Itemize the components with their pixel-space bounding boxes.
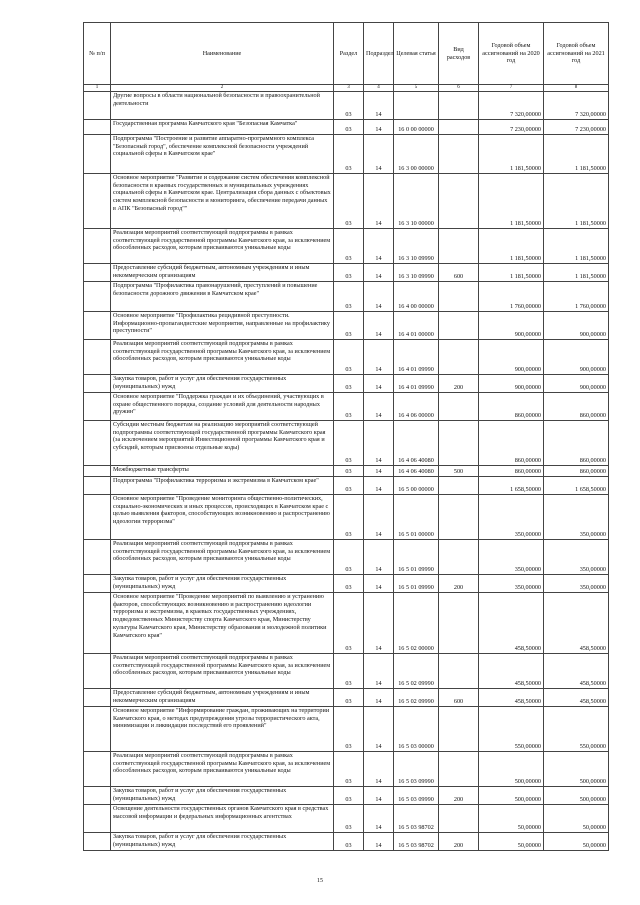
row-expense-type-cell: 200 — [439, 575, 479, 593]
row-target-article-cell: 16 5 03 09990 — [394, 787, 439, 805]
row-name-cell: Основное мероприятие "Развитие и содержание систем обеспечения комплексной безопасности в краевых государственных и муниципальных учреждениях социальной сферы в Камчатском крае. Централизация сбора данных с объектовых систем комплексной безопасности и мониторинга, обеспечение передачи данных в АПК "Безопасный город"" — [111, 174, 334, 229]
table-row — [84, 393, 609, 421]
row-number-cell — [84, 495, 111, 540]
row-podrazdel-cell: 14 — [364, 340, 394, 375]
row-podrazdel-cell: 14 — [364, 575, 394, 593]
row-number-cell — [84, 312, 111, 340]
row-podrazdel-cell: 14 — [364, 477, 394, 495]
row-amount-2021-cell: 900,00000 — [544, 340, 609, 375]
row-amount-2021-cell: 458,50000 — [544, 593, 609, 654]
table-row — [84, 135, 609, 174]
row-target-article-cell: 16 5 02 00000 — [394, 593, 439, 654]
row-expense-type-cell — [439, 593, 479, 654]
page-number: 15 — [317, 878, 323, 884]
table-row — [84, 593, 609, 654]
row-podrazdel-cell: 14 — [364, 805, 394, 833]
header-cell-target-article: Целевая статья — [394, 23, 439, 85]
row-name-cell: Предоставление субсидий бюджетным, автономным учреждениям и иным некоммерческим организациям — [111, 689, 334, 707]
row-number-cell — [84, 752, 111, 787]
row-number-cell — [84, 282, 111, 312]
row-target-article-cell: 16 4 01 00000 — [394, 312, 439, 340]
table-row — [84, 282, 609, 312]
row-amount-2021-cell: 1 760,00000 — [544, 282, 609, 312]
row-amount-2021-cell: 860,00000 — [544, 421, 609, 466]
column-number: 3 — [334, 85, 364, 92]
row-number-cell — [84, 340, 111, 375]
table-body — [84, 92, 609, 851]
row-name-cell: Основное мероприятие "Информирование граждан, проживающих на территории Камчатского края, о методах предупреждения угрозы террористического акта, минимизации и ликвидации последствий его проявлений" — [111, 707, 334, 752]
row-expense-type-cell — [439, 707, 479, 752]
row-target-article-cell: 16 5 01 00000 — [394, 495, 439, 540]
row-amount-2020-cell: 860,00000 — [479, 421, 544, 466]
row-amount-2020-cell: 350,00000 — [479, 495, 544, 540]
row-podrazdel-cell: 14 — [364, 787, 394, 805]
row-name-cell: Основное мероприятие "Профилактика рецидивной преступности. Информационно-пропагандистские мероприятия, направленные на профилактику преступности" — [111, 312, 334, 340]
row-name-cell: Основное мероприятие "Поддержка граждан и их объединений, участвующих в охране общественного порядка, создание условий для деятельности народных дружин" — [111, 393, 334, 421]
row-amount-2020-cell: 458,50000 — [479, 689, 544, 707]
row-target-article-cell: 16 5 01 09990 — [394, 575, 439, 593]
row-razdel-cell: 03 — [334, 805, 364, 833]
row-number-cell — [84, 174, 111, 229]
row-amount-2021-cell: 50,00000 — [544, 805, 609, 833]
table-row — [84, 466, 609, 477]
row-name-cell: Предоставление субсидий бюджетным, автономным учреждениям и иным некоммерческим организациям — [111, 264, 334, 282]
table-row — [84, 421, 609, 466]
row-target-article-cell: 16 4 06 40080 — [394, 466, 439, 477]
row-target-article-cell: 16 4 06 40080 — [394, 421, 439, 466]
row-podrazdel-cell: 14 — [364, 92, 394, 120]
row-amount-2021-cell: 860,00000 — [544, 393, 609, 421]
row-amount-2021-cell: 350,00000 — [544, 575, 609, 593]
row-amount-2021-cell: 550,00000 — [544, 707, 609, 752]
row-razdel-cell: 03 — [334, 654, 364, 689]
row-amount-2020-cell: 50,00000 — [479, 833, 544, 851]
row-amount-2021-cell: 7 230,00000 — [544, 120, 609, 135]
row-amount-2020-cell: 1 181,50000 — [479, 135, 544, 174]
row-number-cell — [84, 787, 111, 805]
row-amount-2021-cell: 458,50000 — [544, 689, 609, 707]
row-target-article-cell: 16 3 00 00000 — [394, 135, 439, 174]
row-amount-2021-cell: 350,00000 — [544, 495, 609, 540]
row-target-article-cell: 16 5 02 09990 — [394, 689, 439, 707]
row-podrazdel-cell: 14 — [364, 752, 394, 787]
table-row — [84, 787, 609, 805]
row-target-article-cell: 16 5 02 09990 — [394, 654, 439, 689]
row-amount-2020-cell: 1 181,50000 — [479, 229, 544, 264]
row-name-cell: Подпрограмма "Профилактика правонарушений, преступлений и повышение безопасности дорожного движения в Камчатском крае" — [111, 282, 334, 312]
row-name-cell: Другие вопросы в области национальной безопасности и правоохранительной деятельности — [111, 92, 334, 120]
row-razdel-cell: 03 — [334, 477, 364, 495]
row-number-cell — [84, 707, 111, 752]
row-expense-type-cell — [439, 174, 479, 229]
column-number: 7 — [479, 85, 544, 92]
row-name-cell: Основное мероприятие "Проведение мероприятий по выявлению и устранению факторов, способствующих возникновению и распространению идеологии терроризма и экстремизма, в краевых государственных учреждениях, подведомственных Министерству спорта Камчатского края, Министерству культуры Камчатского края, Министерству образования и молодежной политики Камчатского края" — [111, 593, 334, 654]
row-name-cell: Субсидии местным бюджетам на реализацию мероприятий соответствующей подпрограммы соответствующей государственной программы Камчатского края (за исключением мероприятий Инвестиционной программы Камчатского края и субсидий, которым присвоены отдельные коды) — [111, 421, 334, 466]
row-razdel-cell: 03 — [334, 174, 364, 229]
row-amount-2020-cell: 550,00000 — [479, 707, 544, 752]
row-razdel-cell: 03 — [334, 787, 364, 805]
row-expense-type-cell — [439, 135, 479, 174]
row-number-cell — [84, 466, 111, 477]
header-cell-amount-2020: Годовой объем ассигнований на 2020 год — [479, 23, 544, 85]
row-podrazdel-cell: 14 — [364, 421, 394, 466]
row-podrazdel-cell: 14 — [364, 135, 394, 174]
row-name-cell: Реализация мероприятий соответствующей подпрограммы в рамках соответствующей государственной программы Камчатского края, за исключением обособленных расходов, которым присваиваются уникальные коды — [111, 654, 334, 689]
row-number-cell — [84, 477, 111, 495]
row-expense-type-cell — [439, 752, 479, 787]
header-cell-razdel: Раздел — [334, 23, 364, 85]
row-razdel-cell: 03 — [334, 375, 364, 393]
row-razdel-cell: 03 — [334, 135, 364, 174]
row-name-cell: Освещение деятельности государственных органов Камчатского края в средствах массовой информации и федеральных информационных агентствах — [111, 805, 334, 833]
row-razdel-cell: 03 — [334, 92, 364, 120]
row-number-cell — [84, 92, 111, 120]
row-expense-type-cell — [439, 229, 479, 264]
row-razdel-cell: 03 — [334, 466, 364, 477]
row-number-cell — [84, 421, 111, 466]
row-expense-type-cell: 200 — [439, 787, 479, 805]
row-amount-2021-cell: 500,00000 — [544, 787, 609, 805]
row-target-article-cell: 16 4 00 00000 — [394, 282, 439, 312]
row-number-cell — [84, 805, 111, 833]
row-expense-type-cell: 600 — [439, 689, 479, 707]
row-name-cell: Закупка товаров, работ и услуг для обеспечения государственных (муниципальных) нужд — [111, 375, 334, 393]
row-expense-type-cell — [439, 92, 479, 120]
row-razdel-cell: 03 — [334, 593, 364, 654]
row-podrazdel-cell: 14 — [364, 495, 394, 540]
row-amount-2020-cell: 458,50000 — [479, 654, 544, 689]
row-razdel-cell: 03 — [334, 833, 364, 851]
row-amount-2021-cell: 860,00000 — [544, 466, 609, 477]
row-amount-2021-cell: 900,00000 — [544, 312, 609, 340]
row-razdel-cell: 03 — [334, 393, 364, 421]
row-amount-2020-cell: 350,00000 — [479, 575, 544, 593]
table-row — [84, 752, 609, 787]
row-target-article-cell: 16 5 03 98702 — [394, 805, 439, 833]
row-razdel-cell: 03 — [334, 540, 364, 575]
row-expense-type-cell — [439, 120, 479, 135]
row-amount-2020-cell: 350,00000 — [479, 540, 544, 575]
row-amount-2020-cell: 7 230,00000 — [479, 120, 544, 135]
row-expense-type-cell — [439, 282, 479, 312]
row-razdel-cell: 03 — [334, 340, 364, 375]
row-razdel-cell: 03 — [334, 575, 364, 593]
row-name-cell: Государственная программа Камчатского края "Безопасная Камчатка" — [111, 120, 334, 135]
row-amount-2020-cell: 1 181,50000 — [479, 174, 544, 229]
row-razdel-cell: 03 — [334, 689, 364, 707]
column-number-row — [84, 85, 609, 92]
header-cell-name: Наименование — [111, 23, 334, 85]
row-podrazdel-cell: 14 — [364, 540, 394, 575]
row-amount-2021-cell: 500,00000 — [544, 752, 609, 787]
row-amount-2021-cell: 350,00000 — [544, 540, 609, 575]
column-number: 6 — [439, 85, 479, 92]
row-amount-2020-cell: 900,00000 — [479, 340, 544, 375]
table-row — [84, 654, 609, 689]
column-number: 4 — [364, 85, 394, 92]
row-number-cell — [84, 135, 111, 174]
column-number: 5 — [394, 85, 439, 92]
row-amount-2021-cell: 1 181,50000 — [544, 135, 609, 174]
row-expense-type-cell — [439, 477, 479, 495]
row-name-cell: Межбюджетные трансферты — [111, 466, 334, 477]
column-number: 2 — [111, 85, 334, 92]
row-target-article-cell: 16 5 01 09990 — [394, 540, 439, 575]
row-amount-2020-cell: 500,00000 — [479, 787, 544, 805]
row-podrazdel-cell: 14 — [364, 593, 394, 654]
row-expense-type-cell — [439, 421, 479, 466]
row-amount-2020-cell: 860,00000 — [479, 393, 544, 421]
table-row — [84, 689, 609, 707]
row-amount-2020-cell: 900,00000 — [479, 312, 544, 340]
row-amount-2021-cell: 1 658,50000 — [544, 477, 609, 495]
row-target-article-cell: 16 5 03 09990 — [394, 752, 439, 787]
row-name-cell: Реализация мероприятий соответствующей подпрограммы в рамках соответствующей государственной программы Камчатского края, за исключением обособленных расходов, которым присваиваются уникальные коды — [111, 540, 334, 575]
header-row — [84, 23, 609, 85]
row-podrazdel-cell: 14 — [364, 229, 394, 264]
row-amount-2021-cell: 1 181,50000 — [544, 174, 609, 229]
row-expense-type-cell: 500 — [439, 466, 479, 477]
row-name-cell: Закупка товаров, работ и услуг для обеспечения государственных (муниципальных) нужд — [111, 787, 334, 805]
row-razdel-cell: 03 — [334, 495, 364, 540]
column-number: 1 — [84, 85, 111, 92]
table-row — [84, 805, 609, 833]
row-target-article-cell: 16 4 06 00000 — [394, 393, 439, 421]
row-podrazdel-cell: 14 — [364, 120, 394, 135]
row-number-cell — [84, 264, 111, 282]
row-podrazdel-cell: 14 — [364, 833, 394, 851]
table-row — [84, 477, 609, 495]
header-cell-number: № п/п — [84, 23, 111, 85]
row-name-cell: Подпрограмма "Профилактика терроризма и экстремизма в Камчатском крае" — [111, 477, 334, 495]
row-podrazdel-cell: 14 — [364, 264, 394, 282]
row-number-cell — [84, 393, 111, 421]
row-number-cell — [84, 654, 111, 689]
table-row — [84, 575, 609, 593]
header-cell-amount-2021: Годовой объем ассигнований на 2021 год — [544, 23, 609, 85]
row-razdel-cell: 03 — [334, 312, 364, 340]
row-podrazdel-cell: 14 — [364, 282, 394, 312]
row-podrazdel-cell: 14 — [364, 654, 394, 689]
row-razdel-cell: 03 — [334, 282, 364, 312]
row-amount-2021-cell: 50,00000 — [544, 833, 609, 851]
table-row — [84, 312, 609, 340]
row-expense-type-cell — [439, 340, 479, 375]
row-amount-2021-cell: 7 320,00000 — [544, 92, 609, 120]
header-cell-podrazdel: Подраздел — [364, 23, 394, 85]
row-target-article-cell: 16 3 10 09990 — [394, 264, 439, 282]
row-podrazdel-cell: 14 — [364, 689, 394, 707]
row-expense-type-cell — [439, 654, 479, 689]
column-number: 8 — [544, 85, 609, 92]
row-podrazdel-cell: 14 — [364, 466, 394, 477]
row-amount-2020-cell: 1 658,50000 — [479, 477, 544, 495]
row-number-cell — [84, 540, 111, 575]
row-podrazdel-cell: 14 — [364, 174, 394, 229]
row-podrazdel-cell: 14 — [364, 707, 394, 752]
row-target-article-cell: 16 0 00 00000 — [394, 120, 439, 135]
row-amount-2020-cell: 500,00000 — [479, 752, 544, 787]
row-razdel-cell: 03 — [334, 752, 364, 787]
row-number-cell — [84, 575, 111, 593]
row-name-cell: Реализация мероприятий соответствующей подпрограммы в рамках соответствующей государственной программы Камчатского края, за исключением обособленных расходов, которым присваиваются уникальные коды — [111, 752, 334, 787]
table-row — [84, 174, 609, 229]
table-row — [84, 92, 609, 120]
row-number-cell — [84, 120, 111, 135]
row-amount-2021-cell: 1 181,50000 — [544, 229, 609, 264]
row-amount-2021-cell: 1 181,50000 — [544, 264, 609, 282]
row-target-article-cell: 16 3 10 09990 — [394, 229, 439, 264]
row-amount-2020-cell: 7 320,00000 — [479, 92, 544, 120]
table-row — [84, 540, 609, 575]
row-amount-2021-cell: 458,50000 — [544, 654, 609, 689]
header-cell-expense-type: Вид расходов — [439, 23, 479, 85]
row-amount-2020-cell: 50,00000 — [479, 805, 544, 833]
row-target-article-cell: 16 5 03 98702 — [394, 833, 439, 851]
row-razdel-cell: 03 — [334, 120, 364, 135]
row-number-cell — [84, 833, 111, 851]
row-amount-2020-cell: 860,00000 — [479, 466, 544, 477]
table-row — [84, 375, 609, 393]
row-name-cell: Реализация мероприятий соответствующей подпрограммы в рамках соответствующей государственной программы Камчатского края, за исключением обособленных расходов, которым присваиваются уникальные коды — [111, 340, 334, 375]
row-expense-type-cell: 200 — [439, 833, 479, 851]
row-name-cell: Основное мероприятие "Проведение мониторинга общественно-политических, социально-экономических и иных процессов, происходящих в Камчатском крае с целью выявления факторов, способствующих возникновению и распространению идеологии терроризма" — [111, 495, 334, 540]
row-target-article-cell: 16 3 10 00000 — [394, 174, 439, 229]
row-target-article-cell: 16 4 01 09990 — [394, 340, 439, 375]
row-razdel-cell: 03 — [334, 707, 364, 752]
row-name-cell: Закупка товаров, работ и услуг для обеспечения государственных (муниципальных) нужд — [111, 575, 334, 593]
row-amount-2020-cell: 458,50000 — [479, 593, 544, 654]
row-name-cell: Реализация мероприятий соответствующей подпрограммы в рамках соответствующей государственной программы Камчатского края, за исключением обособленных расходов, которым присваиваются уникальные коды — [111, 229, 334, 264]
row-expense-type-cell — [439, 312, 479, 340]
row-expense-type-cell: 200 — [439, 375, 479, 393]
budget-table — [83, 22, 609, 851]
row-amount-2021-cell: 900,00000 — [544, 375, 609, 393]
row-target-article-cell: 16 5 00 00000 — [394, 477, 439, 495]
row-target-article-cell: 16 5 03 00000 — [394, 707, 439, 752]
row-amount-2020-cell: 1 181,50000 — [479, 264, 544, 282]
table-row — [84, 833, 609, 851]
table-row — [84, 340, 609, 375]
row-amount-2020-cell: 900,00000 — [479, 375, 544, 393]
row-expense-type-cell: 600 — [439, 264, 479, 282]
row-number-cell — [84, 229, 111, 264]
table-row — [84, 707, 609, 752]
table-row — [84, 495, 609, 540]
row-name-cell: Подпрограмма "Построение и развитие аппаратно-программного комплекса "Безопасный город", обеспечение комплексной безопасности учреждений социальной сферы в Камчатском крае" — [111, 135, 334, 174]
row-amount-2020-cell: 1 760,00000 — [479, 282, 544, 312]
row-name-cell: Закупка товаров, работ и услуг для обеспечения государственных (муниципальных) нужд — [111, 833, 334, 851]
row-target-article-cell: 16 4 01 09990 — [394, 375, 439, 393]
row-podrazdel-cell: 14 — [364, 393, 394, 421]
row-expense-type-cell — [439, 540, 479, 575]
row-razdel-cell: 03 — [334, 229, 364, 264]
table-row — [84, 120, 609, 135]
table-row — [84, 264, 609, 282]
row-expense-type-cell — [439, 805, 479, 833]
row-razdel-cell: 03 — [334, 421, 364, 466]
row-expense-type-cell — [439, 495, 479, 540]
table-row — [84, 229, 609, 264]
row-number-cell — [84, 689, 111, 707]
row-target-article-cell — [394, 92, 439, 120]
row-expense-type-cell — [439, 393, 479, 421]
row-podrazdel-cell: 14 — [364, 312, 394, 340]
row-number-cell — [84, 375, 111, 393]
row-razdel-cell: 03 — [334, 264, 364, 282]
row-podrazdel-cell: 14 — [364, 375, 394, 393]
row-number-cell — [84, 593, 111, 654]
